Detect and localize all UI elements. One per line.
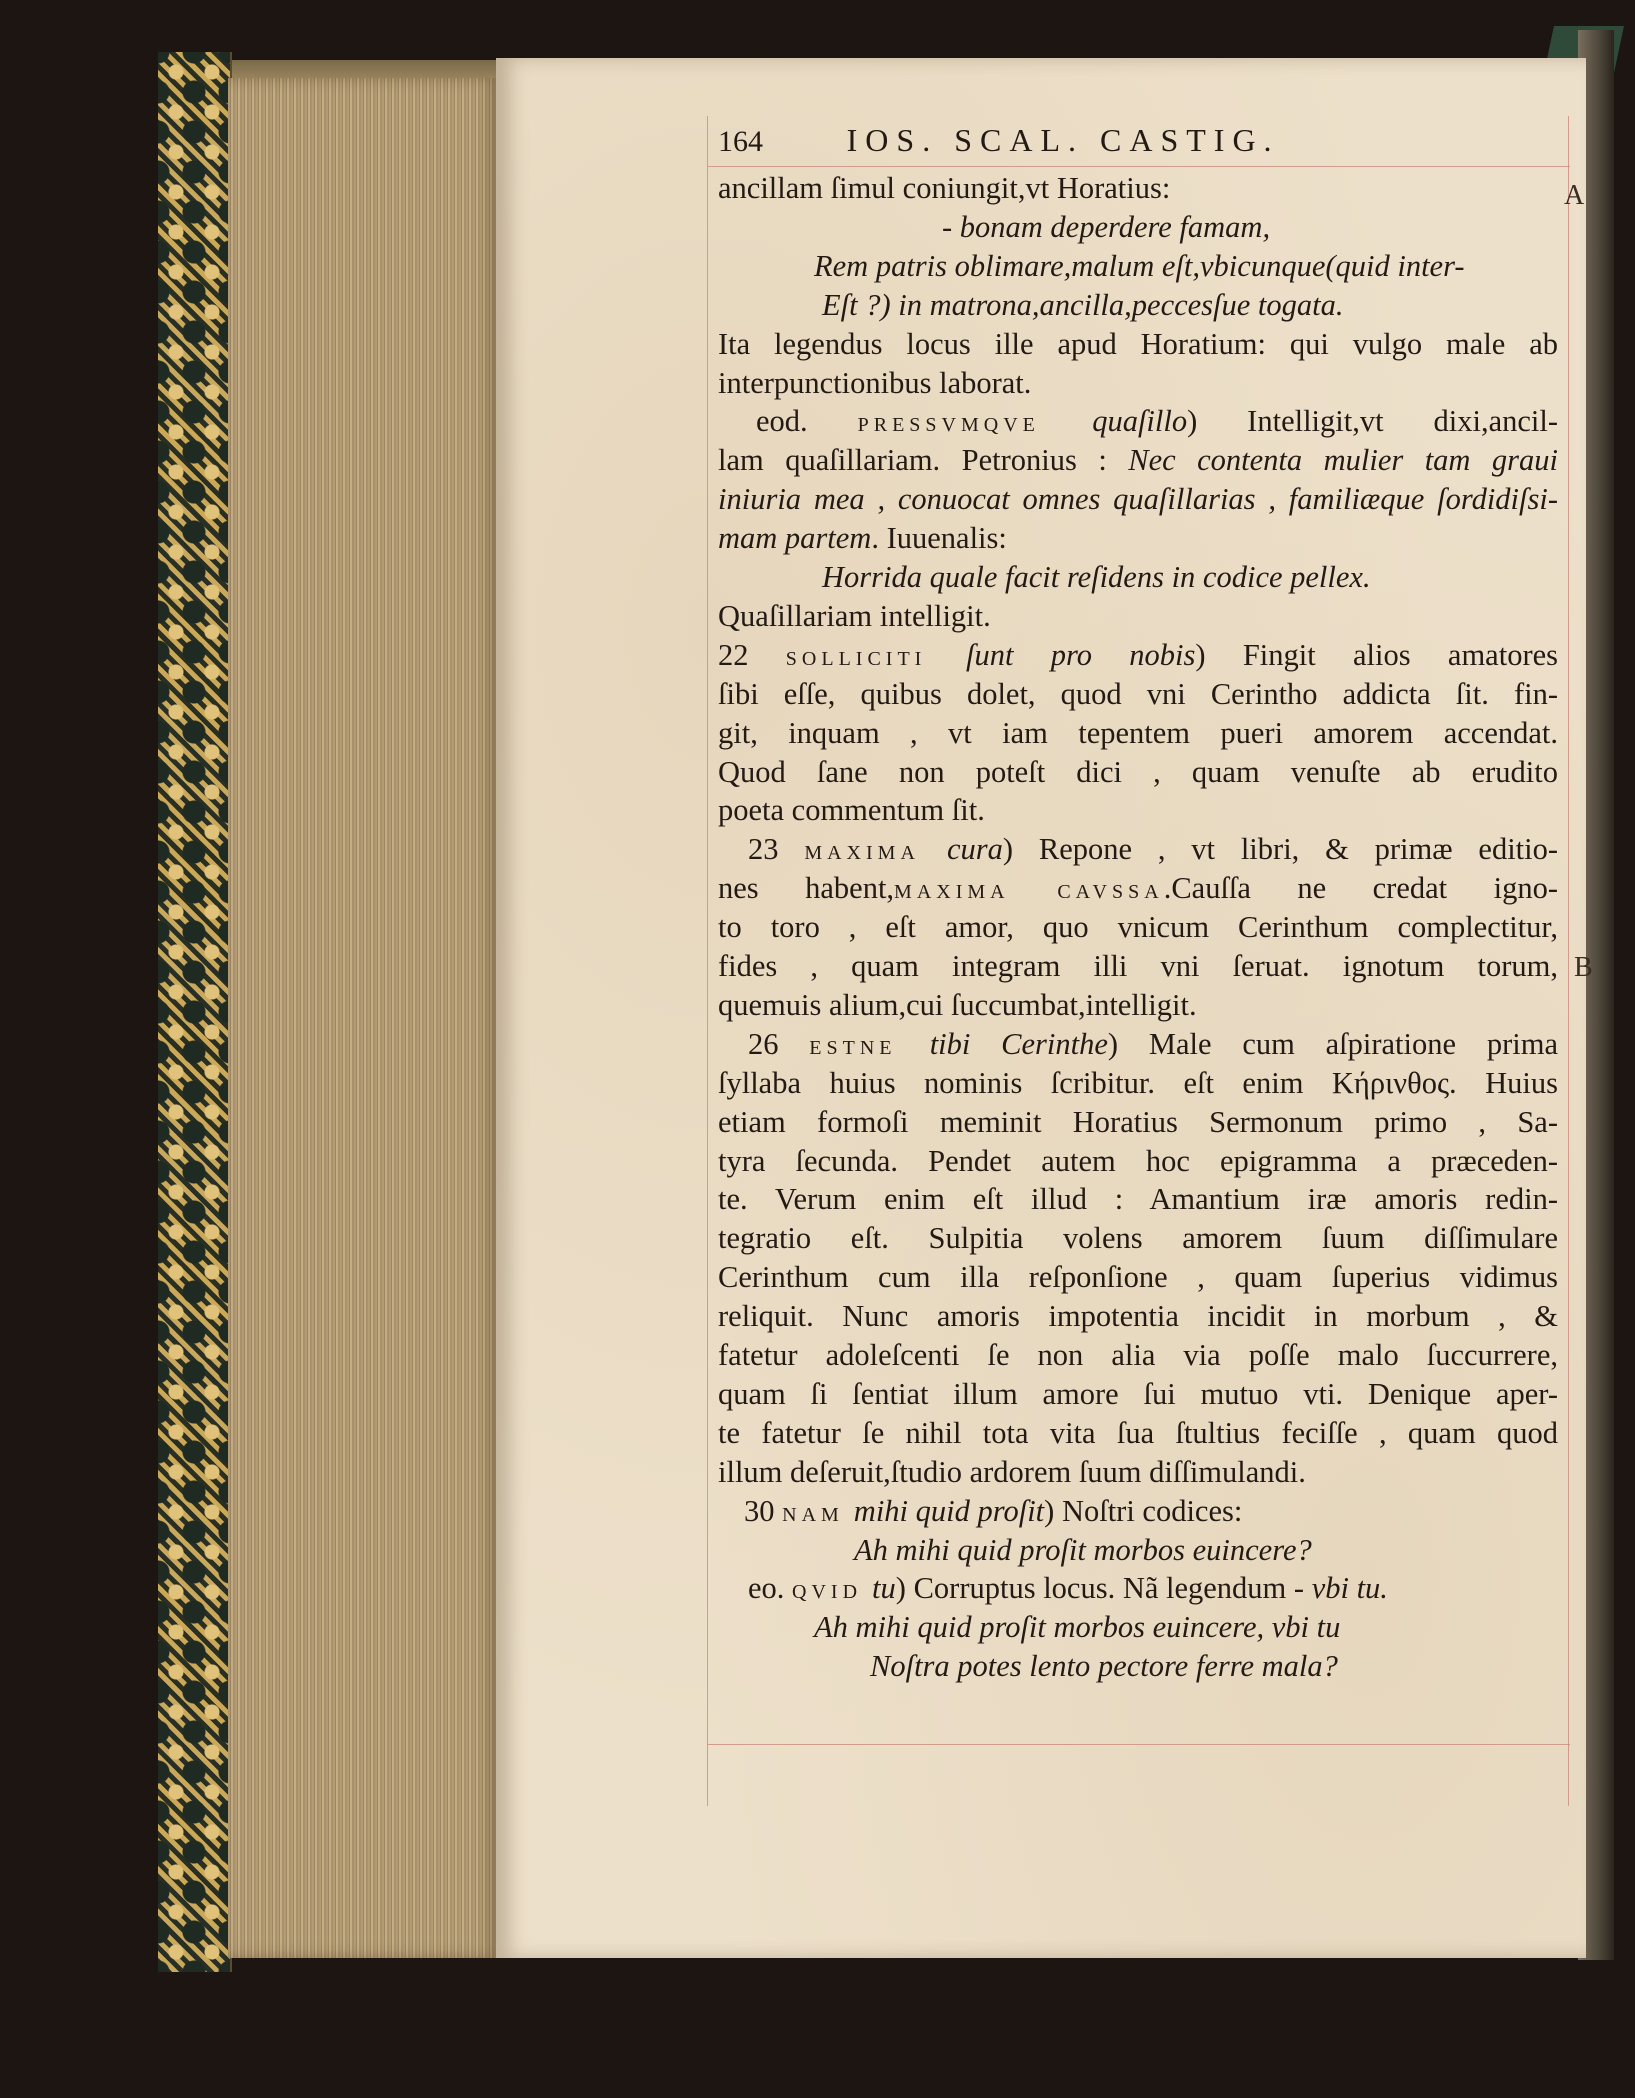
text-line (718, 324, 1558, 364)
italic-text: Noſtra potes lento pectore ferre mala? (870, 1649, 1338, 1684)
text-segment: 23 (748, 832, 805, 867)
text-line (870, 1646, 1338, 1686)
italic-text: iniuria mea , conuocat omnes quaſillarias , familiæque ſordidiſsi- (718, 482, 1558, 517)
text-line (822, 557, 1371, 597)
ruled-header-line (708, 166, 1570, 167)
text-segment: Cerinthum cum illa reſponſione , quam ſuperius vidimus (718, 1260, 1558, 1295)
text-line (814, 1607, 1340, 1647)
italic-text: vbi tu. (1311, 1571, 1388, 1606)
text-line (718, 1257, 1558, 1297)
text-line (748, 829, 1558, 869)
text-segment: ancillam ſimul coniungit,vt Horatius: (718, 171, 1171, 205)
text-segment: .Cauſſa ne credat igno- (1163, 871, 1558, 906)
italic-text: cura (946, 832, 1003, 867)
text-segment: illum deſeruit,ſtudio ardorem ſuum diſſimulandi. (718, 1454, 1306, 1489)
text-segment: ) Repone , vt libri, & primæ editio- (1002, 832, 1559, 867)
italic-text: mam partem (718, 521, 872, 556)
text-segment: Ita legendus locus ille apud Horatium: qui vulgo male ab (718, 326, 1558, 361)
gilt-spine-edge (158, 52, 232, 1972)
text-segment: fides , quam integram illi vni ſeruat. ignotum torum, (718, 949, 1558, 983)
running-header (718, 120, 1280, 160)
italic-text: Ah mihi quid proſit morbos euincere? (854, 1532, 1312, 1567)
text-line (718, 1374, 1558, 1414)
text-segment: ſibi eſſe, quibus dolet, quod vni Cerintho addicta ſit. fin- (718, 676, 1558, 711)
small-caps-lemma: SOLLICITI (785, 647, 967, 670)
text-line (756, 401, 1558, 441)
ruled-margin-line (1568, 116, 1569, 1806)
text-segment: Quaſillariam intelligit. (718, 598, 991, 633)
text-segment: 26 (748, 1026, 810, 1061)
text-segment: fatetur adoleſcenti ſe non alia via poſſe malo ſuccurrere, (718, 1338, 1558, 1372)
text-segment: eod. (756, 404, 858, 439)
text-segment: interpunctionibus laborat. (718, 365, 1032, 400)
ruled-margin-line (707, 116, 708, 1806)
margin-letter-b: B (1574, 952, 1593, 983)
italic-text: tu (872, 1571, 896, 1606)
small-caps-lemma: MAXIMA CAVSSA (894, 881, 1164, 904)
italic-text: Nec contenta mulier tam graui (1128, 443, 1558, 478)
text-segment: lam quaſillariam. Petronius : (718, 443, 1129, 478)
text-line (718, 674, 1558, 714)
text-segment: ) Male cum aſpiratione prima (1107, 1026, 1558, 1061)
italic-text: Horrida quale facit reſidens in codice pellex. (822, 560, 1371, 594)
text-line (814, 246, 1465, 286)
text-line (822, 285, 1344, 325)
text-segment: to toro , eſt amor, quo vnicum Cerinthum complectitur, (718, 910, 1558, 945)
text-segment: . Iuuenalis: (871, 521, 1007, 556)
text-segment: tegratio eſt. Sulpitia volens amorem ſuum diſſimulare (718, 1221, 1558, 1256)
text-line (718, 1413, 1558, 1453)
italic-text: - bonam deperdere famam, (942, 209, 1271, 244)
text-segment: quam ſi ſentiat illum amore ſui mutuo vti. Denique aper- (718, 1376, 1558, 1411)
text-line (718, 479, 1558, 519)
text-line (718, 635, 1558, 675)
text-segment: quemuis alium,cui ſuccumbat,intelligit. (718, 987, 1197, 1022)
text-line (718, 1179, 1558, 1219)
text-line (718, 946, 1558, 986)
text-line (718, 985, 1197, 1025)
text-segment: nes habent, (718, 871, 895, 906)
running-title: IOS. SCAL. CASTIG. (846, 122, 1280, 158)
text-segment: 30 (744, 1493, 783, 1528)
text-line (718, 168, 1170, 208)
text-line (718, 363, 1031, 403)
small-caps-lemma: PRESSVMQVE (857, 414, 1093, 437)
text-segment: ſyllaba huius nominis ſcribitur. eſt enim Κήρινθος. Huius (718, 1065, 1558, 1100)
italic-text: Eſt ?) in matrona,ancilla,peccesſue togata. (822, 287, 1344, 322)
text-line (718, 907, 1558, 947)
text-segment: poeta commentum ſit. (718, 793, 985, 828)
italic-text: mihi quid proſit (853, 1493, 1045, 1528)
text-segment: 22 (718, 637, 786, 672)
text-segment: Quod ſane non poteſt dici , quam venuſte ab erudito (718, 754, 1558, 789)
ruled-footer-line (708, 1744, 1570, 1745)
text-line (718, 1296, 1558, 1336)
small-caps-lemma: QVID (792, 1581, 873, 1604)
text-line (718, 596, 991, 636)
small-caps-lemma: ESTNE (809, 1036, 930, 1059)
text-line (718, 1218, 1558, 1258)
text-segment: git, inquam , vt iam tepentem pueri amorem accendat. (718, 715, 1558, 750)
text-line (718, 713, 1558, 753)
italic-text: quaſillo (1092, 404, 1188, 439)
italic-text: ſunt pro nobis (966, 637, 1196, 672)
text-line (854, 1530, 1312, 1570)
text-segment: tyra ſecunda. Pendet autem hoc epigramma a præceden- (718, 1143, 1558, 1178)
small-caps-lemma: NAM (782, 1503, 854, 1526)
text-line (718, 868, 1558, 908)
small-caps-lemma: MAXIMA (804, 842, 947, 865)
text-line (718, 1452, 1306, 1492)
text-line (718, 1335, 1558, 1375)
text-segment: reliquit. Nunc amoris impotentia incidit in morbum , & (718, 1299, 1558, 1334)
text-line (718, 752, 1558, 792)
text-line (718, 1063, 1558, 1103)
page-block-edge (228, 78, 498, 1958)
text-line (718, 440, 1558, 480)
text-line (718, 1102, 1558, 1142)
text-line (748, 1568, 1388, 1608)
text-segment: ) Corruptus locus. Nã legendum - (895, 1571, 1312, 1606)
text-segment: te fatetur ſe nihil tota vita ſua ſtultius feciſſe , quam quod (718, 1415, 1558, 1450)
text-segment: te. Verum enim eſt illud : Amantium iræ amoris redin- (718, 1182, 1558, 1217)
italic-text: Ah mihi quid proſit morbos euincere, vbi tu (814, 1610, 1341, 1645)
text-line (718, 790, 985, 830)
text-segment: eo. (748, 1571, 793, 1606)
margin-letter-a: A (1564, 180, 1585, 211)
text-line (718, 518, 1007, 558)
text-line (748, 1024, 1558, 1064)
text-line (718, 1141, 1558, 1181)
text-segment: ) Intelligit,vt dixi,ancil- (1187, 404, 1559, 439)
italic-text: tibi Cerinthe (929, 1026, 1108, 1061)
text-segment: ) Fingit alios amatores (1195, 637, 1559, 672)
italic-text: Rem patris oblimare,malum eſt,vbicunque(quid inter- (814, 248, 1465, 283)
text-line (744, 1491, 1242, 1531)
text-line (942, 207, 1270, 247)
text-segment: etiam formoſi meminit Horatius Sermonum primo , Sa- (718, 1104, 1558, 1139)
text-segment: ) Noſtri codices: (1044, 1493, 1243, 1528)
page-number: 164 (718, 125, 763, 158)
